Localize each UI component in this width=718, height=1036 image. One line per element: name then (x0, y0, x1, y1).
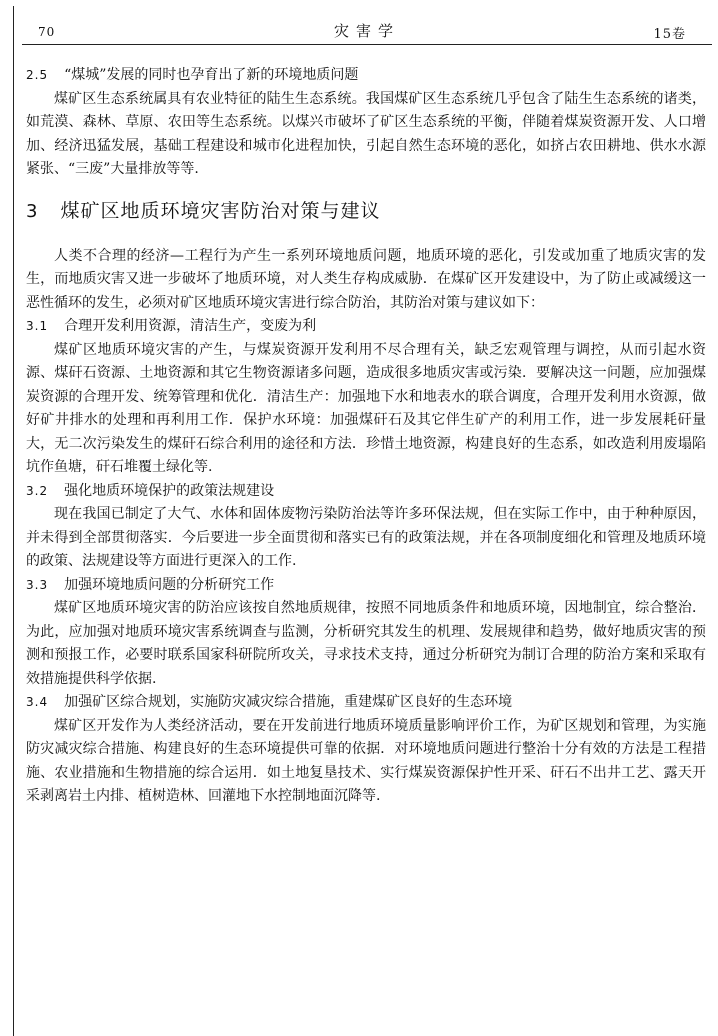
subsection-heading-3-3 (26, 574, 706, 598)
paragraph: 煤矿区地质环境灾害的防治应该按自然地质规律，按照不同地质条件和地质环境，因地制宜，综合整治．为此，应加强对地质环境灾害系统调查与监测，分析研究其发生的机理、发展规律和趋势，做好地质灾害的预测和预报工作，必要时联系国家科研院所攻关，寻求技术支持，通过分析研究为制订合理的防治方案和采取有效措施提供科学依据. (26, 600, 706, 687)
section-number: 3 (26, 200, 39, 222)
subsection-heading-3-4 (26, 691, 706, 715)
subsection-heading-2-5 (26, 64, 706, 88)
subsection-number: 3.1 (26, 319, 49, 333)
journal-title: 灾害学 (333, 22, 400, 40)
paragraph: 煤矿区生态系统属具有农业特征的陆生生态系统。我国煤矿区生态系统几乎包含了陆生生态系统的诸类，如荒漠、森林、草原、农田等生态系统。以煤兴市破坏了矿区生态系统的平衡，伴随着煤炭资源开发、人口增加、经济迅猛发展，基础工程建设和城市化进程加快，引起自然生态环境的恶化，如挤占农田耕地、供水水源紧张、“三废”大量排放等等. (26, 90, 706, 177)
subsection-title: 加强环境地质问题的分析研究工作 (64, 576, 275, 593)
subsection-title: 合理开发利用资源，清洁生产，变废为利 (64, 318, 317, 334)
subsection-heading-3-2 (26, 480, 706, 504)
section-heading-3 (26, 194, 706, 229)
subsection-number: 3.2 (26, 483, 49, 498)
paragraph: 现在我国已制定了大气、水体和固体废物污染防治法等许多环保法规，但在实际工作中，由于种种原因，并未得到全部贯彻落实．今后要进一步全面贯彻和落实已有的政策法规，并在各项制度细化和管理及地质环境的政策、法规建设等方面进行更深入的工作. (26, 506, 706, 569)
running-header (22, 18, 712, 45)
subsection-number: 3.4 (26, 695, 49, 709)
paragraph: 人类不合理的经济—工程行为产生一系列环境地质问题，地质环境的恶化，引发或加重了地质灾害的发生，而地质灾害又进一步破坏了地质环境，对人类生存构成威胁．在煤矿区开发建设中，为了防止或减缓这一恶性循环的发生，必须对矿区地质环境灾害进行综合防治，其防治对策与建议如下： (26, 247, 706, 311)
page-number: 70 (38, 25, 56, 39)
subsection-heading-3-1 (26, 315, 706, 339)
subsection-number: 2.5 (26, 68, 49, 82)
subsection-number: 3.3 (26, 577, 49, 592)
left-margin-rule (13, 6, 14, 1036)
volume-label: 15卷 (653, 27, 686, 42)
article-body (26, 64, 706, 809)
subsection-title: 强化地质环境保护的政策法规建设 (64, 482, 275, 499)
section-title: 煤矿区地质环境灾害防治对策与建议 (60, 199, 381, 222)
subsection-title: 加强矿区综合规划，实施防灾减灾综合措施，重建煤矿区良好的生态环境 (64, 694, 513, 710)
subsection-title: “煤城”发展的同时也孕育出了新的环境地质问题 (64, 67, 359, 83)
paragraph: 煤矿区地质环境灾害的产生，与煤炭资源开发利用不尽合理有关，缺乏宏观管理与调控，从而引起水资源、煤矸石资源、土地资源和其它生物资源诸多问题，造成很多地质灾害或污染．要解决这一问题，应加强煤炭资源的合理开发、统筹管理和优化．清洁生产：加强地下水和地表水的联合调度，合理开发利用水资源，做好矿井排水的处理和再利用工作．保护水环境：加强煤矸石及其它伴生矿产的利用工作，进一步发展耗矸量大，无二次污染发生的煤矸石综合利用的途径和方法．珍惜土地资源，构建良好的生态系，如改造利用废塌陷坑作鱼塘，矸石堆覆土绿化等. (26, 341, 706, 475)
paragraph: 煤矿区开发作为人类经济活动，要在开发前进行地质环境质量影响评价工作，为矿区规划和管理，为实施防灾减灾综合措施、构建良好的生态环境提供可靠的依据．对环境地质问题进行整治十分有效的方法是工程措施、农业措施和生物措施的综合运用．如土地复垦技术、实行煤炭资源保护性开采、矸石不出井工艺、露天开采剥离岩土内排、植树造林、回灌地下水控制地面沉降等. (26, 717, 706, 804)
